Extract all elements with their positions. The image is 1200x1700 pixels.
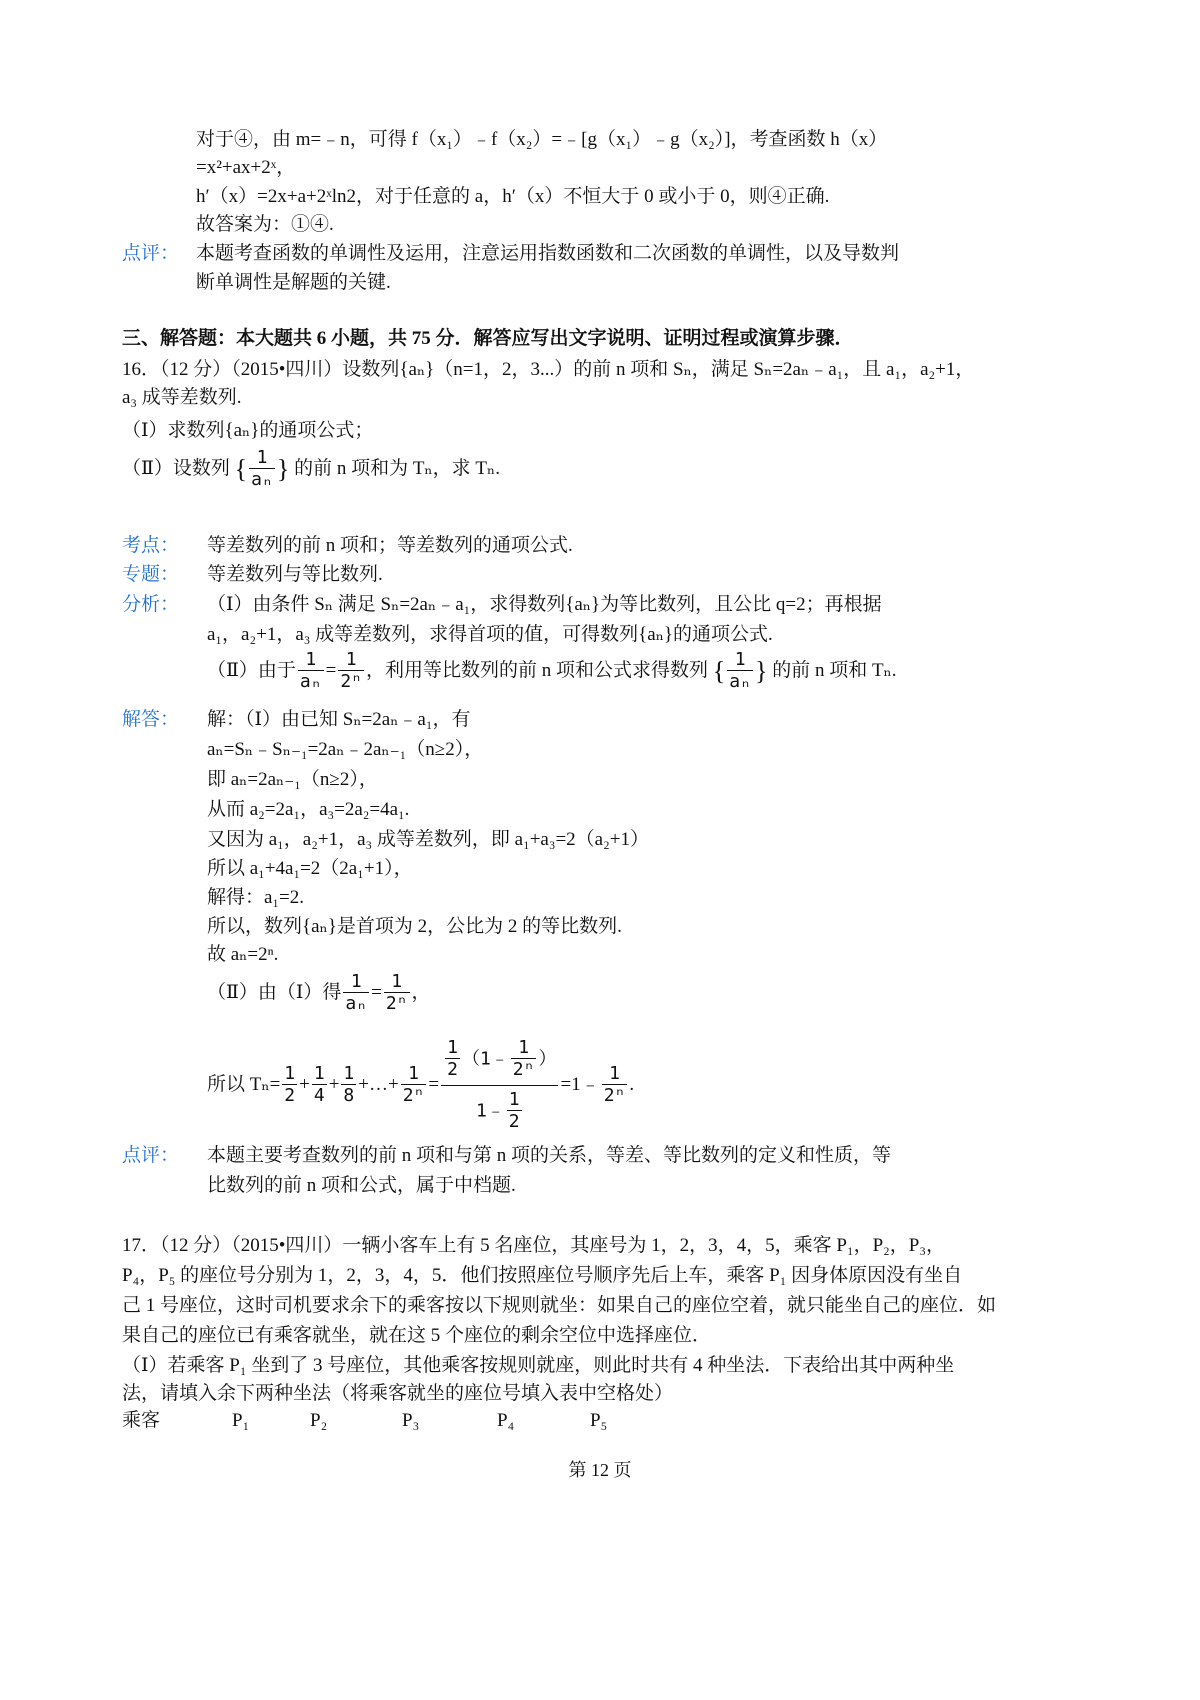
q17-line-1: 17．（12 分）（2015•四川）一辆小客车上有 5 名座位，其座号为 1，2，3，4，5，乘客 P₁，P₂，P₃， [122,1235,945,1256]
fraction-1-over-an [249,448,275,491]
fenxi-line-3 [207,648,897,695]
table-header-passenger: 乘客 [122,1410,161,1431]
table-header-p2: P₂ [310,1410,328,1431]
fraction-den: aₙ [299,671,322,693]
fraction-1-over-4 [312,1064,327,1107]
paren-close: ） [538,1048,557,1070]
fraction-1-over-2 [445,1038,460,1081]
page-number: 第 12 页 [568,1460,632,1480]
fraction-den: 2ⁿ [340,671,363,693]
solution-line-6: 所以 a₁+4a₁=2（2a₁+1）， [207,858,413,879]
prev-review-2: 断单调性是解题的关键. [196,272,391,293]
table-header-p1: P₁ [232,1410,250,1431]
q16-part-2-text-a: （Ⅱ）设数列 [122,458,230,479]
fraction-den: 2ⁿ [385,993,408,1015]
solution-line-11-a: 所以 Tₙ= [207,1074,281,1095]
kaodian-label: 考点： [122,535,180,556]
table-header-p4: P₄ [497,1410,515,1431]
prev-line-1: 对于④，由 m=﹣n，可得 f（x₁）﹣f（x₂）=﹣[g（x₁）﹣g（x₂）]，考查函数 h（x） [196,129,888,150]
fraction-den: 8 [343,1085,355,1107]
solution-line-2: aₙ=Sₙ﹣Sₙ₋₁=2aₙ﹣2aₙ₋₁（n≥2）， [207,739,484,760]
fraction-1-over-2n [511,1038,537,1081]
solution-line-7: 解得：a₁=2. [207,887,305,908]
fraction-num: 1 [345,649,357,671]
fraction-1-over-an [343,972,369,1015]
fraction-1-over-2n [338,650,364,693]
prev-line-3: h′（x）=2x+a+2ˣln2，对于任意的 a，h′（x）不恒大于 0 或小于 0，则④正确. [196,186,830,207]
prev-line-4: 故答案为：①④. [196,214,334,235]
kaodian-text: 等差数列的前 n 项和；等差数列的通项公式. [207,535,573,556]
fraction-num: 1 [508,1089,520,1111]
plus-sign: + [299,1074,310,1095]
prev-review-1: 本题考查函数的单调性及运用，注意运用指数函数和二次函数的单调性，以及导数判 [196,243,900,264]
fraction-den: 2 [447,1059,458,1081]
fenxi-line-1: （Ⅰ）由条件 Sₙ 满足 Sₙ=2aₙ﹣a₁，求得数列{aₙ}为等比数列，且公比 q=2；再根据 [207,594,882,615]
fraction-den: 2 [284,1085,296,1107]
fraction-num: 1 [343,1063,355,1085]
solution-line-9: 故 aₙ=2ⁿ. [207,944,279,965]
zhuanti-text: 等差数列与等比数列. [207,564,383,585]
fraction-num: 1 [391,971,403,993]
fenxi-line-3-b: ，利用等比数列的前 n 项和公式求得数列 [366,660,709,681]
geometric-sum-denominator [441,1085,558,1133]
one-minus: 1﹣ [475,1100,505,1122]
fraction-num: 1 [350,971,362,993]
fenxi-line-2: a₁，a₂+1，a₃ 成等差数列，求得首项的值，可得数列{aₙ}的通项公式. [207,624,773,645]
plus-sign: + [328,1074,340,1095]
fenxi-line-3-a: （Ⅱ）由于 [207,660,296,681]
q17-line-5: （Ⅰ）若乘客 P₁ 坐到了 3 号座位，其他乘客按规则就座，则此时共有 4 种坐法．下表给出其中两种坐 [122,1355,955,1376]
equals-sign: = [325,660,337,681]
solution-line-5: 又因为 a₁，a₂+1，a₃ 成等差数列，即 a₁+a₃=2（a₂+1） [207,829,649,850]
table-header-p5: P₅ [590,1410,608,1431]
solution-line-10-b: ， [411,982,431,1003]
equals-sign: = [428,1074,440,1095]
fraction-num: 1 [447,1037,458,1059]
fraction-num: 1 [518,1037,530,1059]
q17-line-4: 果自己的座位已有乘客就坐，就在这 5 个座位的剩余空位中选择座位． [122,1325,712,1346]
fraction-den: aₙ [251,469,273,491]
solution-line-8: 所以，数列{aₙ}是首项为 2，公比为 2 的等比数列. [207,916,622,937]
fraction-1-over-2n [384,972,410,1015]
fraction-num: 1 [256,447,268,469]
section-heading: 三、解答题：本大题共 6 小题，共 75 分．解答应写出文字说明、证明过程或演算步骤． [122,328,854,349]
zhuanti-label: 专题： [122,564,180,585]
brace-right: } [276,454,290,484]
q16-line-2: a₃ 成等差数列. [122,387,242,408]
solution-line-11 [207,1030,634,1140]
fraction-1-over-an [727,650,753,693]
fraction-den: aₙ [729,671,751,693]
final-period: . [629,1074,635,1095]
solution-line-10 [207,968,431,1018]
paren-one-minus: （1﹣ [461,1048,509,1070]
fraction-den: 4 [313,1085,325,1107]
q17-line-3: 己 1 号座位，这时司机要求余下的乘客按以下规则就坐：如果自己的座位空着，就只能坐自己的座位．如 [122,1295,997,1316]
ellipsis-plus: +…+ [358,1074,399,1095]
q17-line-2: P₄，P₅ 的座位号分别为 1，2，3，4，5．他们按照座位号顺序先后上车，乘客 P₁ 因身体原因没有坐自 [122,1265,963,1286]
prev-review-label: 点评： [122,243,180,264]
geometric-sum-fraction [441,1038,558,1133]
q16-line-1: 16．（12 分）（2015•四川）设数列{aₙ}（n=1，2，3...）的前 n 项和 Sₙ，满足 Sₙ=2aₙ﹣a₁，且 a₁，a₂+1， [122,359,975,380]
geometric-sum-numerator [441,1038,558,1085]
fraction-den: aₙ [345,993,368,1015]
prev-line-2: =x²+ax+2ˣ， [196,157,296,178]
jieda-label: 解答： [122,709,180,730]
fraction-den: 2ⁿ [512,1059,535,1081]
solution-line-3: 即 aₙ=2aₙ₋₁（n≥2）， [207,769,378,790]
fraction-num: 1 [305,649,317,671]
fraction-1-over-2 [507,1090,522,1133]
q17-line-6: 法，请填入余下两种坐法（将乘客就坐的座位号填入表中空格处） [122,1383,674,1404]
q16-review-2: 比数列的前 n 项和公式，属于中档题. [207,1175,516,1196]
fraction-num: 1 [313,1063,325,1085]
fraction-1-over-2 [282,1064,297,1107]
fenxi-line-3-c: 的前 n 项和 Tₙ. [772,660,897,681]
fraction-num: 1 [734,649,746,671]
equals-sign: = [371,982,382,1003]
fraction-num: 1 [284,1063,296,1085]
solution-line-10-a: （Ⅱ）由（Ⅰ）得 [207,982,342,1003]
brace-right: } [754,656,768,686]
fraction-den: 2ⁿ [402,1085,425,1107]
fenxi-label: 分析： [122,594,180,615]
result-equals: =1﹣ [560,1074,600,1095]
fraction-1-over-an [298,650,324,693]
brace-left: { [234,454,248,484]
q16-part-1: （Ⅰ）求数列{aₙ}的通项公式； [122,420,374,441]
q16-part-2-text-b: 的前 n 项和为 Tₙ，求 Tₙ. [294,458,500,479]
brace-left: { [712,656,726,686]
fraction-1-over-2n [401,1064,427,1107]
q16-review-1: 本题主要考查数列的前 n 项和与第 n 项的关系，等差、等比数列的定义和性质，等 [207,1145,892,1166]
q16-part-2 [122,446,500,493]
fraction-num: 1 [408,1063,419,1085]
q16-review-label: 点评： [122,1145,180,1166]
fraction-1-over-2n [602,1064,628,1107]
fraction-den: 2 [508,1111,520,1133]
fraction-1-over-8 [341,1064,356,1107]
fraction-den: 2ⁿ [603,1085,626,1107]
solution-line-4: 从而 a₂=2a₁，a₃=2a₂=4a₁. [207,799,410,820]
fraction-num: 1 [609,1063,620,1085]
solution-line-1: 解：（Ⅰ）由已知 Sₙ=2aₙ﹣a₁，有 [207,709,471,730]
table-header-p3: P₃ [402,1410,420,1431]
